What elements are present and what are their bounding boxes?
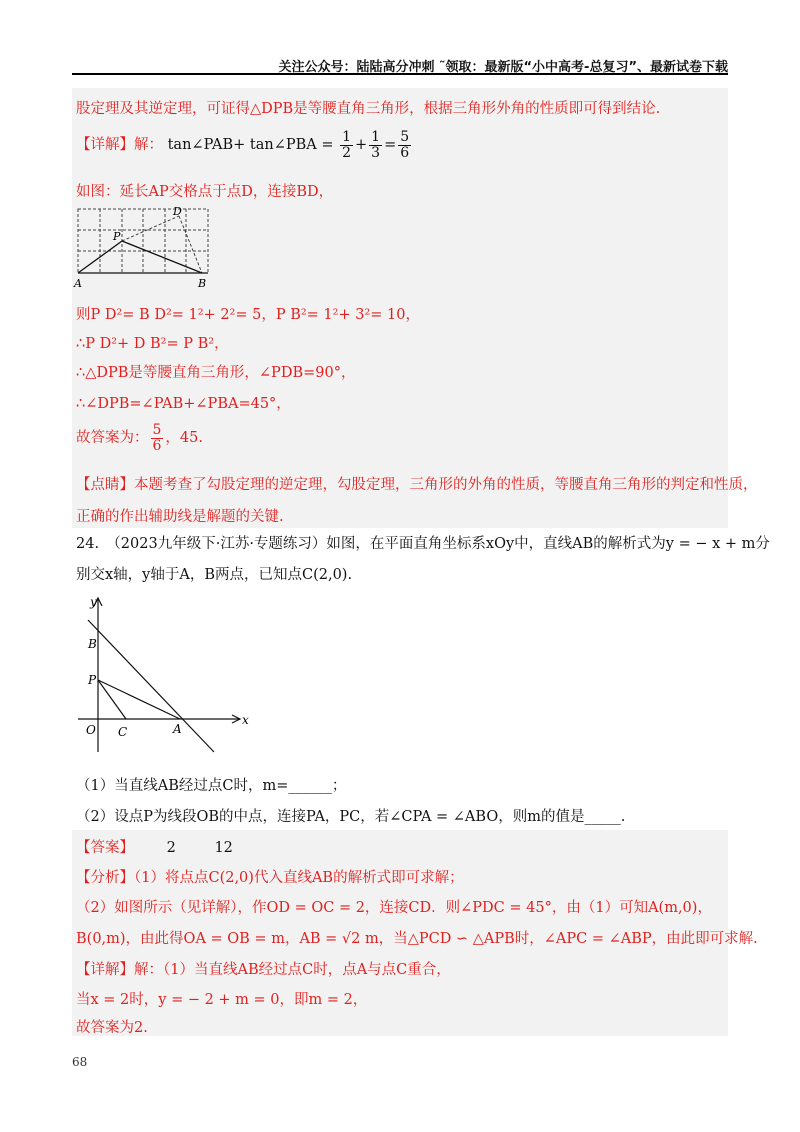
label-o: O xyxy=(86,723,96,737)
detail-prefix: 解： xyxy=(134,137,163,154)
label-d: D xyxy=(173,205,182,218)
label-a: A xyxy=(74,277,82,290)
solution-text-4: 则P D²= B D²= 1²+ 2²= 5，P B²= 1²+ 3²= 10， xyxy=(76,307,420,323)
axis-y-label: y xyxy=(90,595,97,609)
detail-q24-line-3: 故答案为2. xyxy=(76,1020,148,1036)
answer-tag: 【答案】 xyxy=(76,840,134,856)
label-b: B xyxy=(88,637,97,651)
sub-question-2: （2）设点P为线段OB的中点，连接PA，PC，若∠CPA = ∠ABO，则m的值是_____. xyxy=(76,809,626,825)
solution-text-3: 如图：延长AP交格点于点D，连接BD， xyxy=(76,184,334,200)
analysis-line-2: （2）如图所示（见详解），作OD = OC = 2，连接CD．则∠PDC = 45°，由（1）可知A(m,0)， xyxy=(76,900,712,916)
detail-line: 【详解】解： tan∠PAB+ tan∠PBA = $\frac{1}{2}$ + $\frac{1}{3}$ = $\frac{5}{6}$ xyxy=(76,129,410,161)
comment-line-2: 正确的作出辅助线是解题的关键. xyxy=(76,509,284,525)
solution-text-1: 股定理及其逆定理，可证得△DPB是等腰直角三角形，根据三角形外角的性质即可得到结论. xyxy=(76,101,661,117)
label-p: P xyxy=(88,673,97,687)
sub-question-1: （1）当直线AB经过点C时，m=______； xyxy=(76,778,347,794)
answer-value-2: 12 xyxy=(214,840,233,856)
fraction-5-6: $\frac{5}{6}$ xyxy=(400,129,410,161)
solution-text-6: ∴△DPB是等腰直角三角形，∠PDB=90°， xyxy=(76,365,356,381)
analysis-line-3: B(0,m)，由此得OA = OB = m，AB = √2 m，当△PCD ∽ △APB时，∠APC = ∠ABP，由此即可求解. xyxy=(76,931,758,947)
detail-tag: 【详解】 xyxy=(76,962,134,978)
label-c: C xyxy=(118,725,128,739)
analysis-tag: 【分析】 xyxy=(76,870,134,886)
answer-fraction: $\frac{5}{6}$ xyxy=(152,422,162,454)
grid-figure xyxy=(72,204,214,290)
tan-expression: tan∠PAB+ tan∠PBA = xyxy=(167,137,334,154)
answer-value-1: 2 xyxy=(166,840,176,856)
detail-q24-line-1: 【详解】解：（1）当直线AB经过点C时，点A与点C重合， xyxy=(76,962,451,978)
detail-q24-line-2: 当x = 2时，y = − 2 + m = 0，即m = 2， xyxy=(76,992,368,1008)
detail-tag: 【详解】 xyxy=(76,137,134,154)
answer-line xyxy=(76,423,203,453)
answer-suffix: ，45. xyxy=(165,430,203,447)
page-number: 68 xyxy=(72,1055,88,1069)
axis-x-label: x xyxy=(242,713,249,727)
label-a: A xyxy=(173,722,182,736)
fraction-1-2: $\frac{1}{2}$ xyxy=(342,129,352,161)
header-rule xyxy=(72,73,728,75)
page-header: 关注公众号：陆陆高分冲刺 ˜领取：最新版“小中高考-总复习”、最新试卷下载 xyxy=(278,60,728,75)
label-b: B xyxy=(198,277,207,290)
question-24-line-2: 别交x轴，y轴于A，B两点，已知点C(2,0). xyxy=(76,567,353,583)
solution-text-5: ∴P D²+ D B²= P B²， xyxy=(76,336,229,352)
coordinate-figure xyxy=(72,592,262,757)
solution-text-7: ∴∠DPB=∠PAB+∠PBA=45°， xyxy=(76,396,291,412)
comment-tag: 【点睛】 xyxy=(76,477,134,493)
label-p: P xyxy=(113,230,121,243)
comment-line-1: 【点睛】本题考查了勾股定理的逆定理，勾股定理，三角形的外角的性质，等腰直角三角形的判定和性质， xyxy=(76,477,758,493)
question-24-line-1: 24. （2023九年级下·江苏·专题练习）如图，在平面直角坐标系xOy中，直线AB的解析式为y = − x + m分 xyxy=(76,536,770,552)
analysis-line-1: 【分析】（1）将点点C(2,0)代入直线AB的解析式即可求解； xyxy=(76,870,464,886)
answer-prefix: 故答案为： xyxy=(76,430,149,447)
fraction-1-3: $\frac{1}{3}$ xyxy=(371,129,381,161)
answer-row xyxy=(76,836,233,857)
